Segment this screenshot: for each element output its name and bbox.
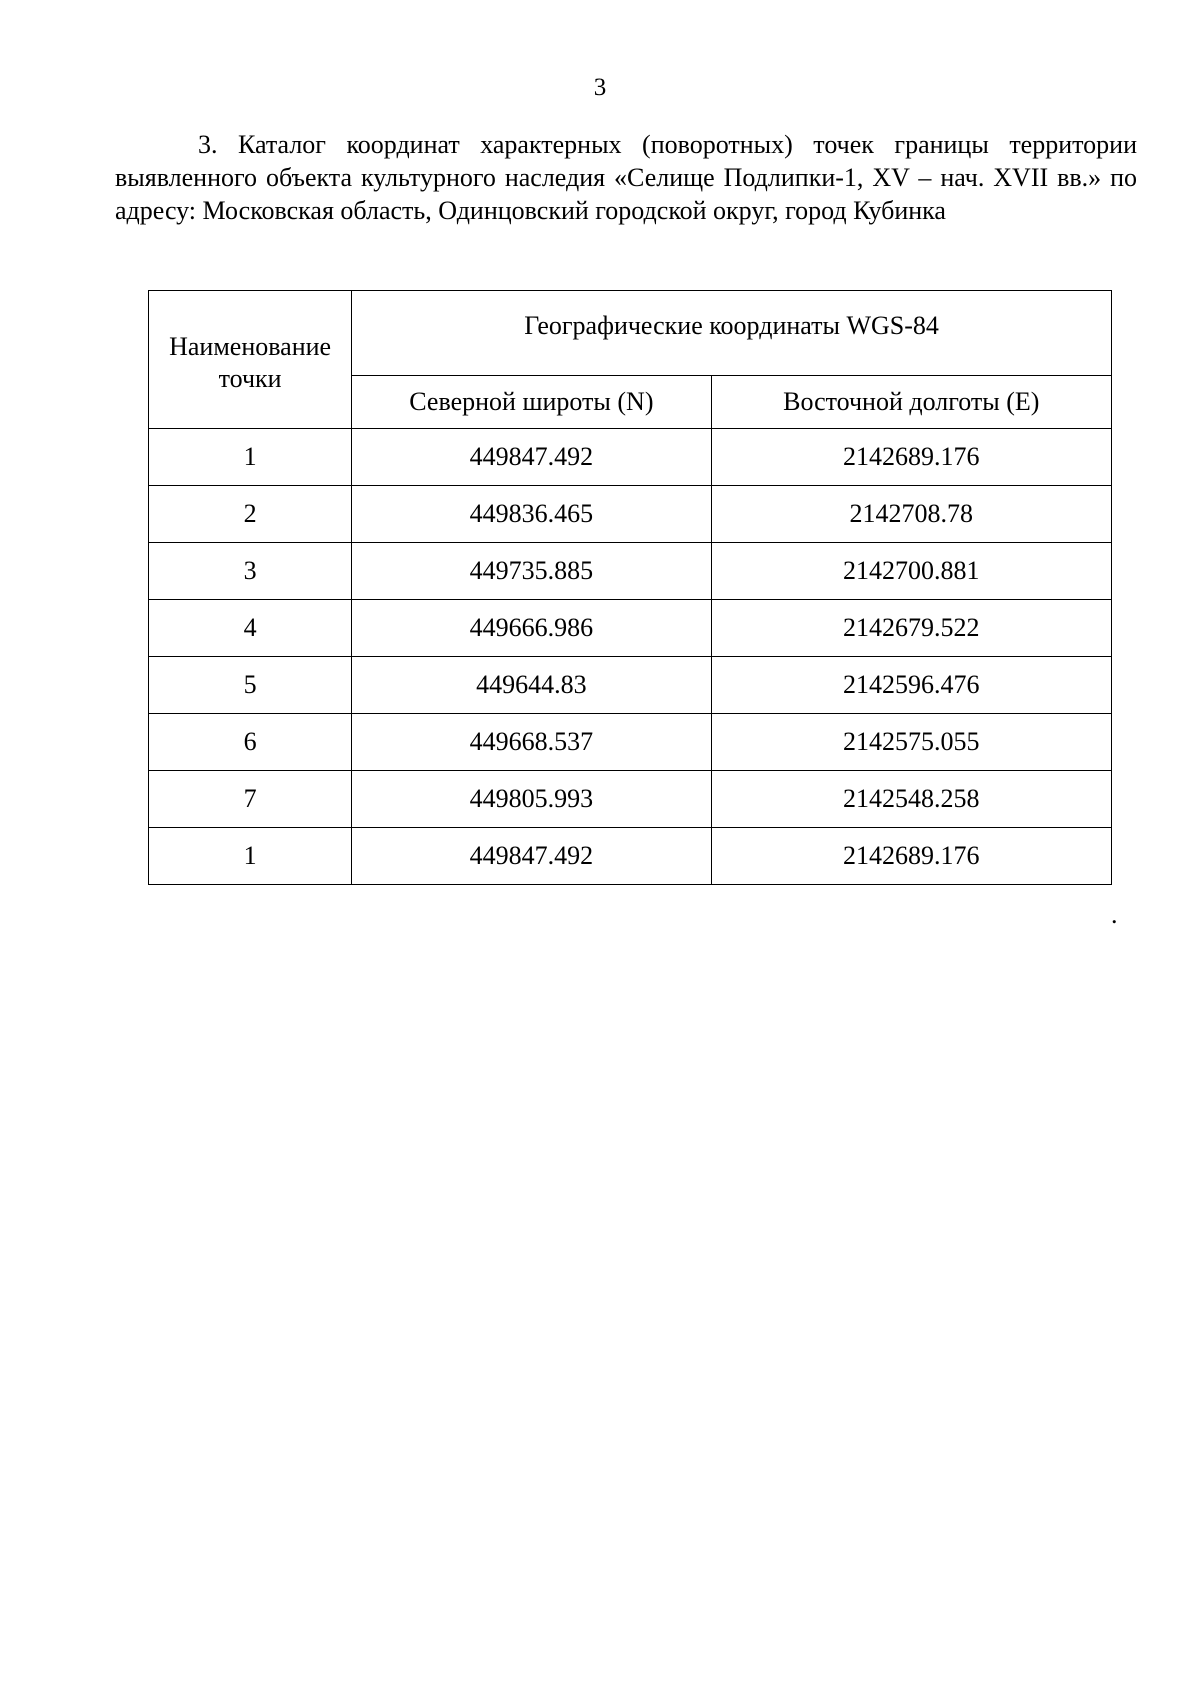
cell-east: 2142679.522 bbox=[711, 600, 1111, 657]
cell-point: 1 bbox=[149, 828, 352, 885]
trailing-period: . bbox=[1111, 900, 1118, 929]
cell-east: 2142708.78 bbox=[711, 486, 1111, 543]
header-east: Восточной долготы (E) bbox=[711, 376, 1111, 429]
table-header-row bbox=[149, 291, 1112, 376]
cell-north: 449666.986 bbox=[352, 600, 711, 657]
cell-east: 2142700.881 bbox=[711, 543, 1111, 600]
cell-east: 2142596.476 bbox=[711, 657, 1111, 714]
header-coordinates-group bbox=[352, 291, 1112, 376]
cell-north: 449668.537 bbox=[352, 714, 711, 771]
cell-east: 2142689.176 bbox=[711, 828, 1111, 885]
header-north: Северной широты (N) bbox=[352, 376, 711, 429]
cell-point: 3 bbox=[149, 543, 352, 600]
table-row bbox=[149, 828, 1112, 885]
cell-east: 2142548.258 bbox=[711, 771, 1111, 828]
cell-point: 6 bbox=[149, 714, 352, 771]
table-row bbox=[149, 600, 1112, 657]
header-coordinates-group-label: Географические координаты WGS-84 bbox=[524, 311, 939, 340]
table-row bbox=[149, 429, 1112, 486]
cell-point: 4 bbox=[149, 600, 352, 657]
cell-north: 449735.885 bbox=[352, 543, 711, 600]
cell-point: 1 bbox=[149, 429, 352, 486]
cell-point: 5 bbox=[149, 657, 352, 714]
cell-point: 2 bbox=[149, 486, 352, 543]
page-number: 3 bbox=[593, 74, 607, 101]
cell-north: 449805.993 bbox=[352, 771, 711, 828]
table-row bbox=[149, 714, 1112, 771]
table-row bbox=[149, 486, 1112, 543]
cell-north: 449836.465 bbox=[352, 486, 711, 543]
table-row bbox=[149, 657, 1112, 714]
cell-north: 449644.83 bbox=[352, 657, 711, 714]
cell-north: 449847.492 bbox=[352, 828, 711, 885]
catalog-heading-paragraph: 3. Каталог координат характерных (поворотных) точек границы территории выявленного объекта культурного наследия «Селище Подлипки-1, XV – нач. XVII вв.» по адресу: Московская область, Одинцовский городской округ, город Кубинка bbox=[115, 130, 1137, 225]
table-row bbox=[149, 771, 1112, 828]
cell-point: 7 bbox=[149, 771, 352, 828]
header-point-name: Наименование точки bbox=[149, 291, 352, 429]
cell-east: 2142575.055 bbox=[711, 714, 1111, 771]
coordinates-table bbox=[148, 290, 1112, 885]
cell-north: 449847.492 bbox=[352, 429, 711, 486]
table-row bbox=[149, 543, 1112, 600]
cell-east: 2142689.176 bbox=[711, 429, 1111, 486]
